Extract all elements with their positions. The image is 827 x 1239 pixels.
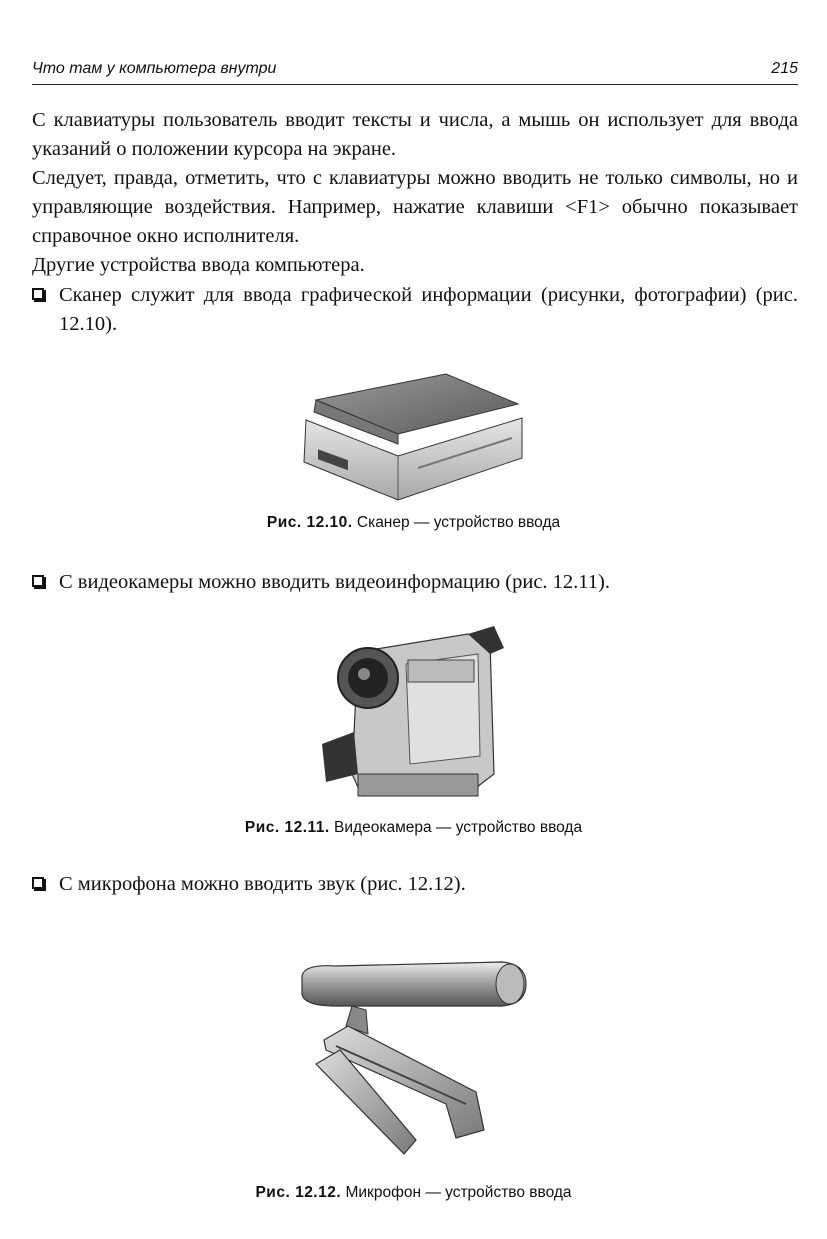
microphone-image [296, 954, 530, 1164]
list-item-scanner [32, 281, 798, 339]
page-number: 215 [771, 60, 798, 77]
checkbox-bullet-icon [32, 288, 44, 300]
list-item-text: С микрофона можно вводить звук (рис. 12.12). [59, 873, 466, 895]
figure-caption-scanner: Рис. 12.10. Сканер — устройство ввода [266, 514, 561, 531]
scanner-image [298, 372, 528, 502]
camcorder-image [318, 624, 508, 804]
checkbox-bullet-icon [32, 575, 44, 587]
paragraph-control-keys: Следует, правда, отметить, что с клавиатуры можно вводить не только символы, но и управляющие воздействия. Например, нажатие клавиши <F1> обычно показывает справочное окно исполнителя. [32, 167, 798, 247]
paragraph-other-devices: Другие устройства ввода компьютера. [32, 254, 365, 276]
running-title: Что там у компьютера внутри [32, 60, 277, 77]
list-item-text: С видеокамеры можно вводить видеоинформацию (рис. 12.11). [59, 571, 610, 593]
list-item-text: Сканер служит для ввода графической информации (рисунки, фотографии) (рис. 12.10). [59, 284, 798, 335]
paragraph-keyboard-mouse: С клавиатуры пользователь вводит тексты и числа, а мышь он использует для ввода указаний о положении курсора на экране. [32, 109, 798, 160]
checkbox-bullet-icon [32, 877, 44, 889]
list-item-camcorder [32, 568, 798, 597]
figure-caption-microphone: Рис. 12.12. Микрофон — устройство ввода [255, 1184, 572, 1201]
running-header [32, 58, 798, 85]
figure-caption-camcorder: Рис. 12.11. Видеокамера — устройство ввода [244, 819, 583, 836]
list-item-microphone [32, 870, 798, 899]
